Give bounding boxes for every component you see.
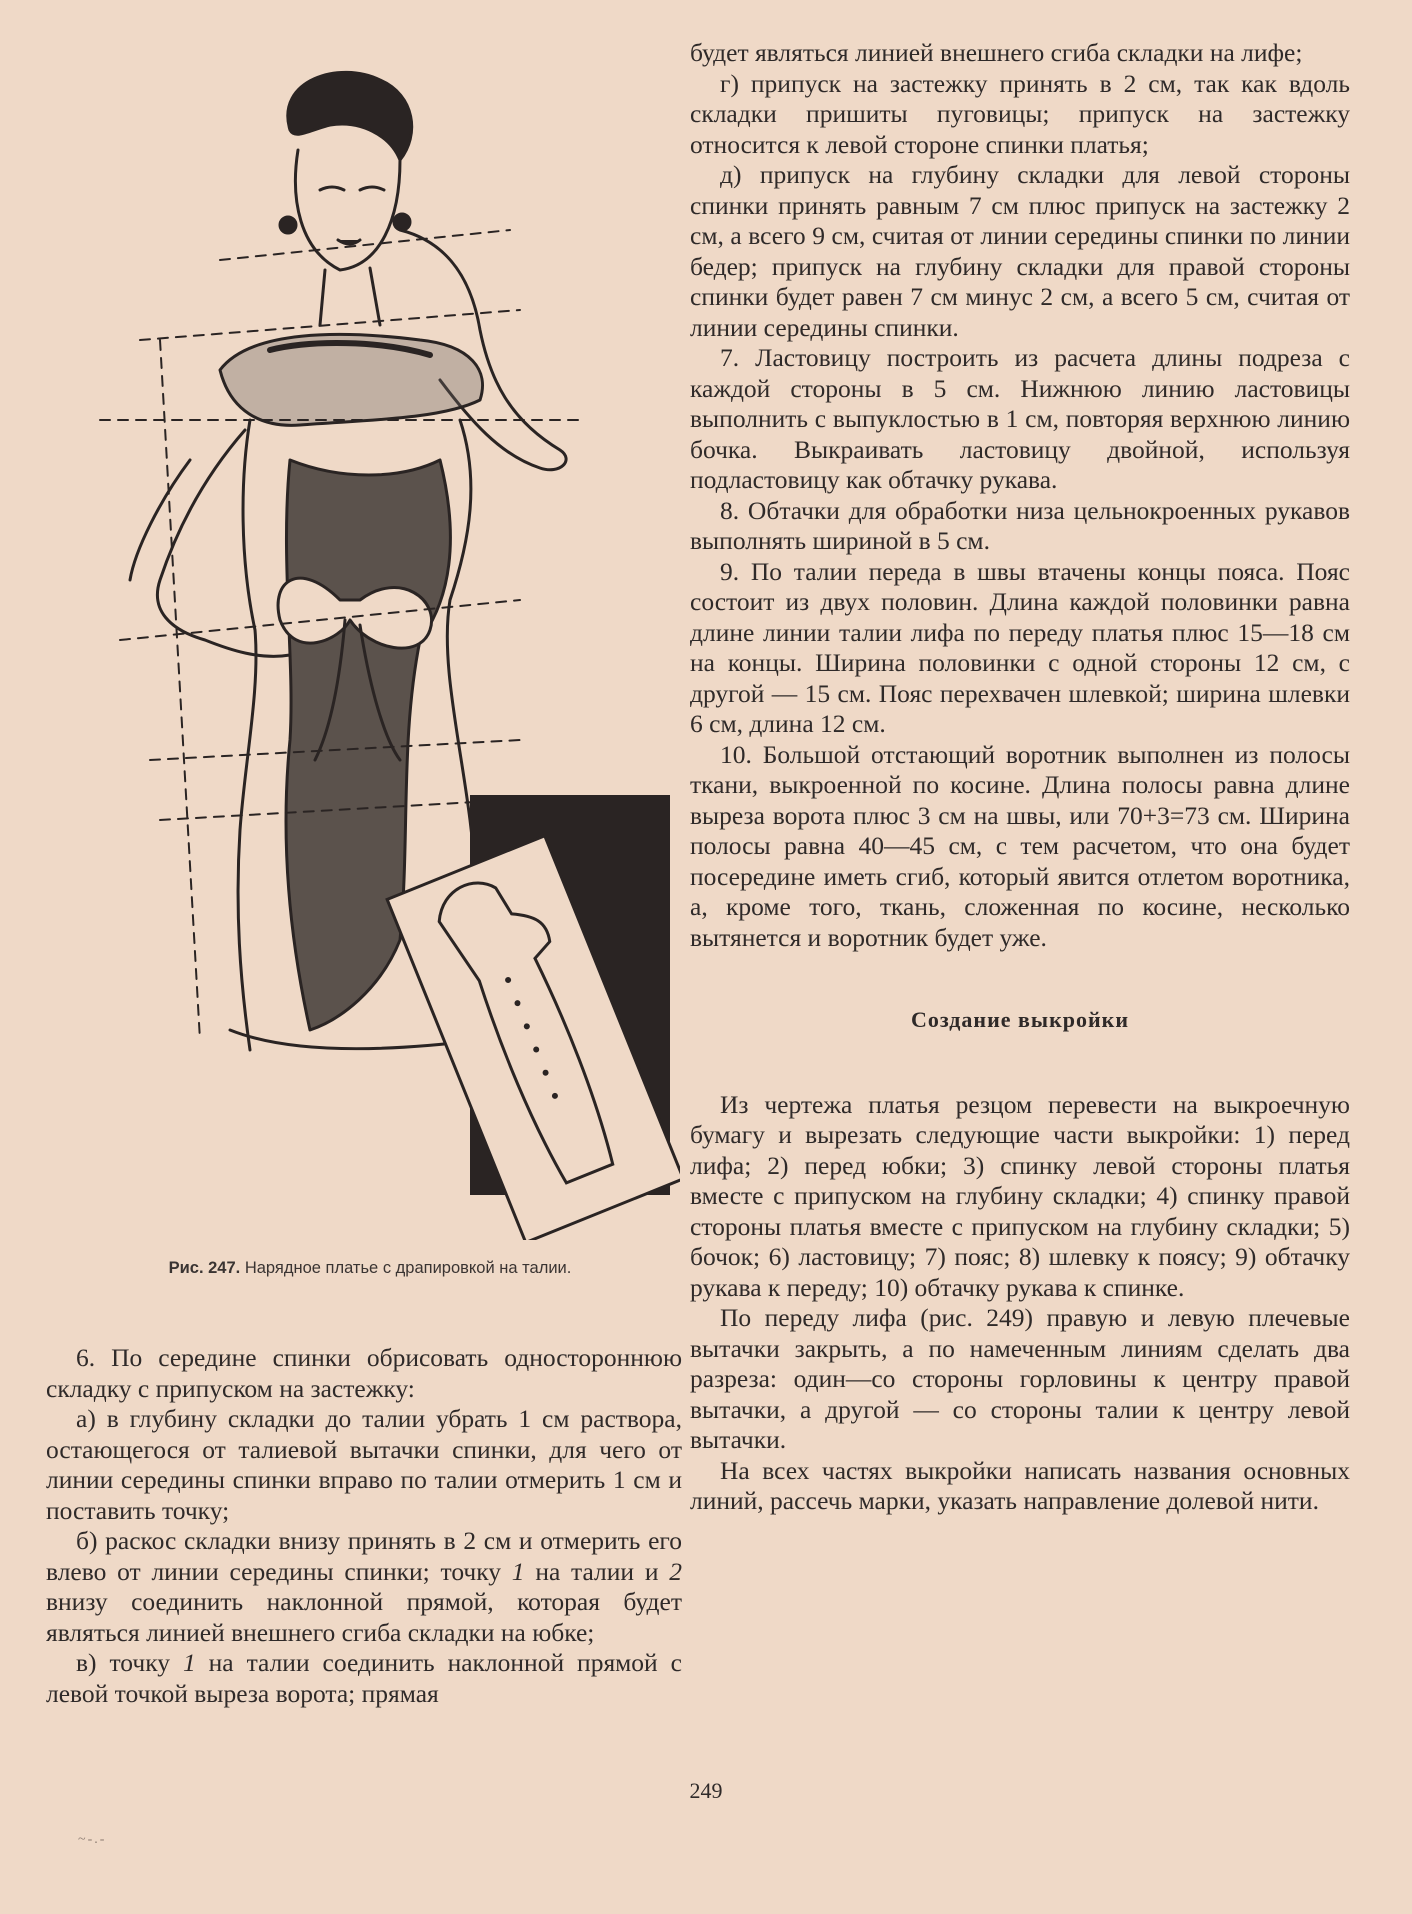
paragraph: 8. Обтачки для обработки низа цельнокроенных рукавов выполнять шириной в 5 см. [690, 495, 1350, 555]
paragraph: а) в глубину складки до талии убрать 1 см раствора, остающегося от талиевой вытачки спинки, для чего от линии середины спинки вправо по талии отмерить 1 см и поставить точку; [46, 1404, 682, 1525]
paragraph: 9. По талии переда в швы втачены концы пояса. Пояс состоит из двух половин. Длина каждой половинки равна длине линии талии лифа по переду платья плюс 15—18 см на концы. Ширина половинки с одной стороны 12 см, с другой — 15 см. Пояс перехвачен шлевкой; ширина шлевки 6 см, длина 12 см. [690, 556, 1350, 738]
right-column [690, 38, 1350, 1517]
point-label: 1 [182, 1648, 196, 1677]
paper-smudge: ~-.- [78, 1832, 107, 1847]
point-label: 1 [511, 1556, 525, 1586]
paragraph: 7. Ластовицу построить из расчета длины подреза с каждой стороны в 5 см. Нижнюю линию ластовицы выполнить с выпуклостью в 1 см, повторяя верхнюю линию бочка. Выкраивать ластовицу двойной, используя подластовицу как обтачку рукава. [690, 343, 1350, 494]
text-run: внизу соединить наклонной прямой, которая будет являться линией внешнего сгиба складки на юбке; [46, 1587, 682, 1647]
paragraph: будет являться линией внешнего сгиба складки на лифе; [690, 38, 1303, 67]
paragraph: 10. Большой отстающий воротник выполнен из полосы ткани, выкроенной по косине. Длина полосы равна длине выреза ворота плюс 3 см на швы, или 70+3=73 см. Ширина полосы равна 40—45 см, с тем расчетом, что она будет посередине иметь сгиб, который явится отлетом воротника, а, кроме того, ткань, сложенная по косине, несколько вытянется и воротник будет уже. [690, 739, 1350, 952]
left-column [46, 1343, 682, 1709]
text-run: б) раскос складки внизу принять в 2 см и отмерить его влево от линии середины спинки; точку [46, 1526, 682, 1586]
page-number: 249 [689, 1778, 723, 1803]
paragraph [46, 1526, 682, 1648]
paragraph: Из чертежа платья резцом перевести на выкроечную бумагу и вырезать следующие части выкройки: 1) перед лифа; 2) перед юбки; 3) спинку левой стороны платья вместе с припуском на глубину складки; 4) спинку правой стороны платья вместе с припуском на глубину складки; 5) бочок; 6) ластовицу; 7) пояс; 8) шлевку к поясу; 9) обтачку рукава к переду; 10) обтачку рукава к спинке. [690, 1089, 1350, 1302]
section-title: Создание выкройки [910, 1007, 1130, 1032]
text-run: на талии и [524, 1556, 670, 1586]
figure-caption-label: Рис. 247. [168, 1259, 241, 1277]
paragraph: г) припуск на застежку принять в 2 см, так как вдоль складки пришиты пуговицы; припуск на застежку относится к левой стороне спинки платья; [690, 68, 1350, 159]
text-run: в) точку [76, 1648, 183, 1677]
point-label: 2 [669, 1556, 682, 1586]
paragraph: По переду лифа (рис. 249) правую и левую плечевые вытачки закрыть, а по намеченным линиям сделать два разреза: один—со стороны горловины к центру правой вытачки, а другой — со стороны талии к центру левой вытачки. [690, 1303, 1350, 1454]
paragraph: 6. По середине спинки обрисовать одностороннюю складку с припуском на застежку: [46, 1343, 682, 1403]
paragraph [46, 1648, 682, 1709]
text-run: на талии соединить наклонной прямой с левой точкой выреза ворота; прямая [46, 1648, 682, 1708]
paragraph: д) припуск на глубину складки для левой стороны спинки принять равным 7 см плюс припуск на застежку 2 см, а всего 9 см, считая от линии середины спинки по линии бедер; припуск на глубину складки для правой стороны спинки будет равен 7 см минус 2 см, а всего 5 см, считая от линии середины спинки. [690, 160, 1350, 342]
figure-caption [100, 1258, 640, 1279]
dress-illustration [40, 40, 680, 1240]
paragraph: На всех частях выкройки написать названия основных линий, рассечь марки, указать направление долевой нити. [690, 1455, 1350, 1515]
figure-caption-text: Нарядное платье с драпировкой на талии. [244, 1259, 572, 1277]
